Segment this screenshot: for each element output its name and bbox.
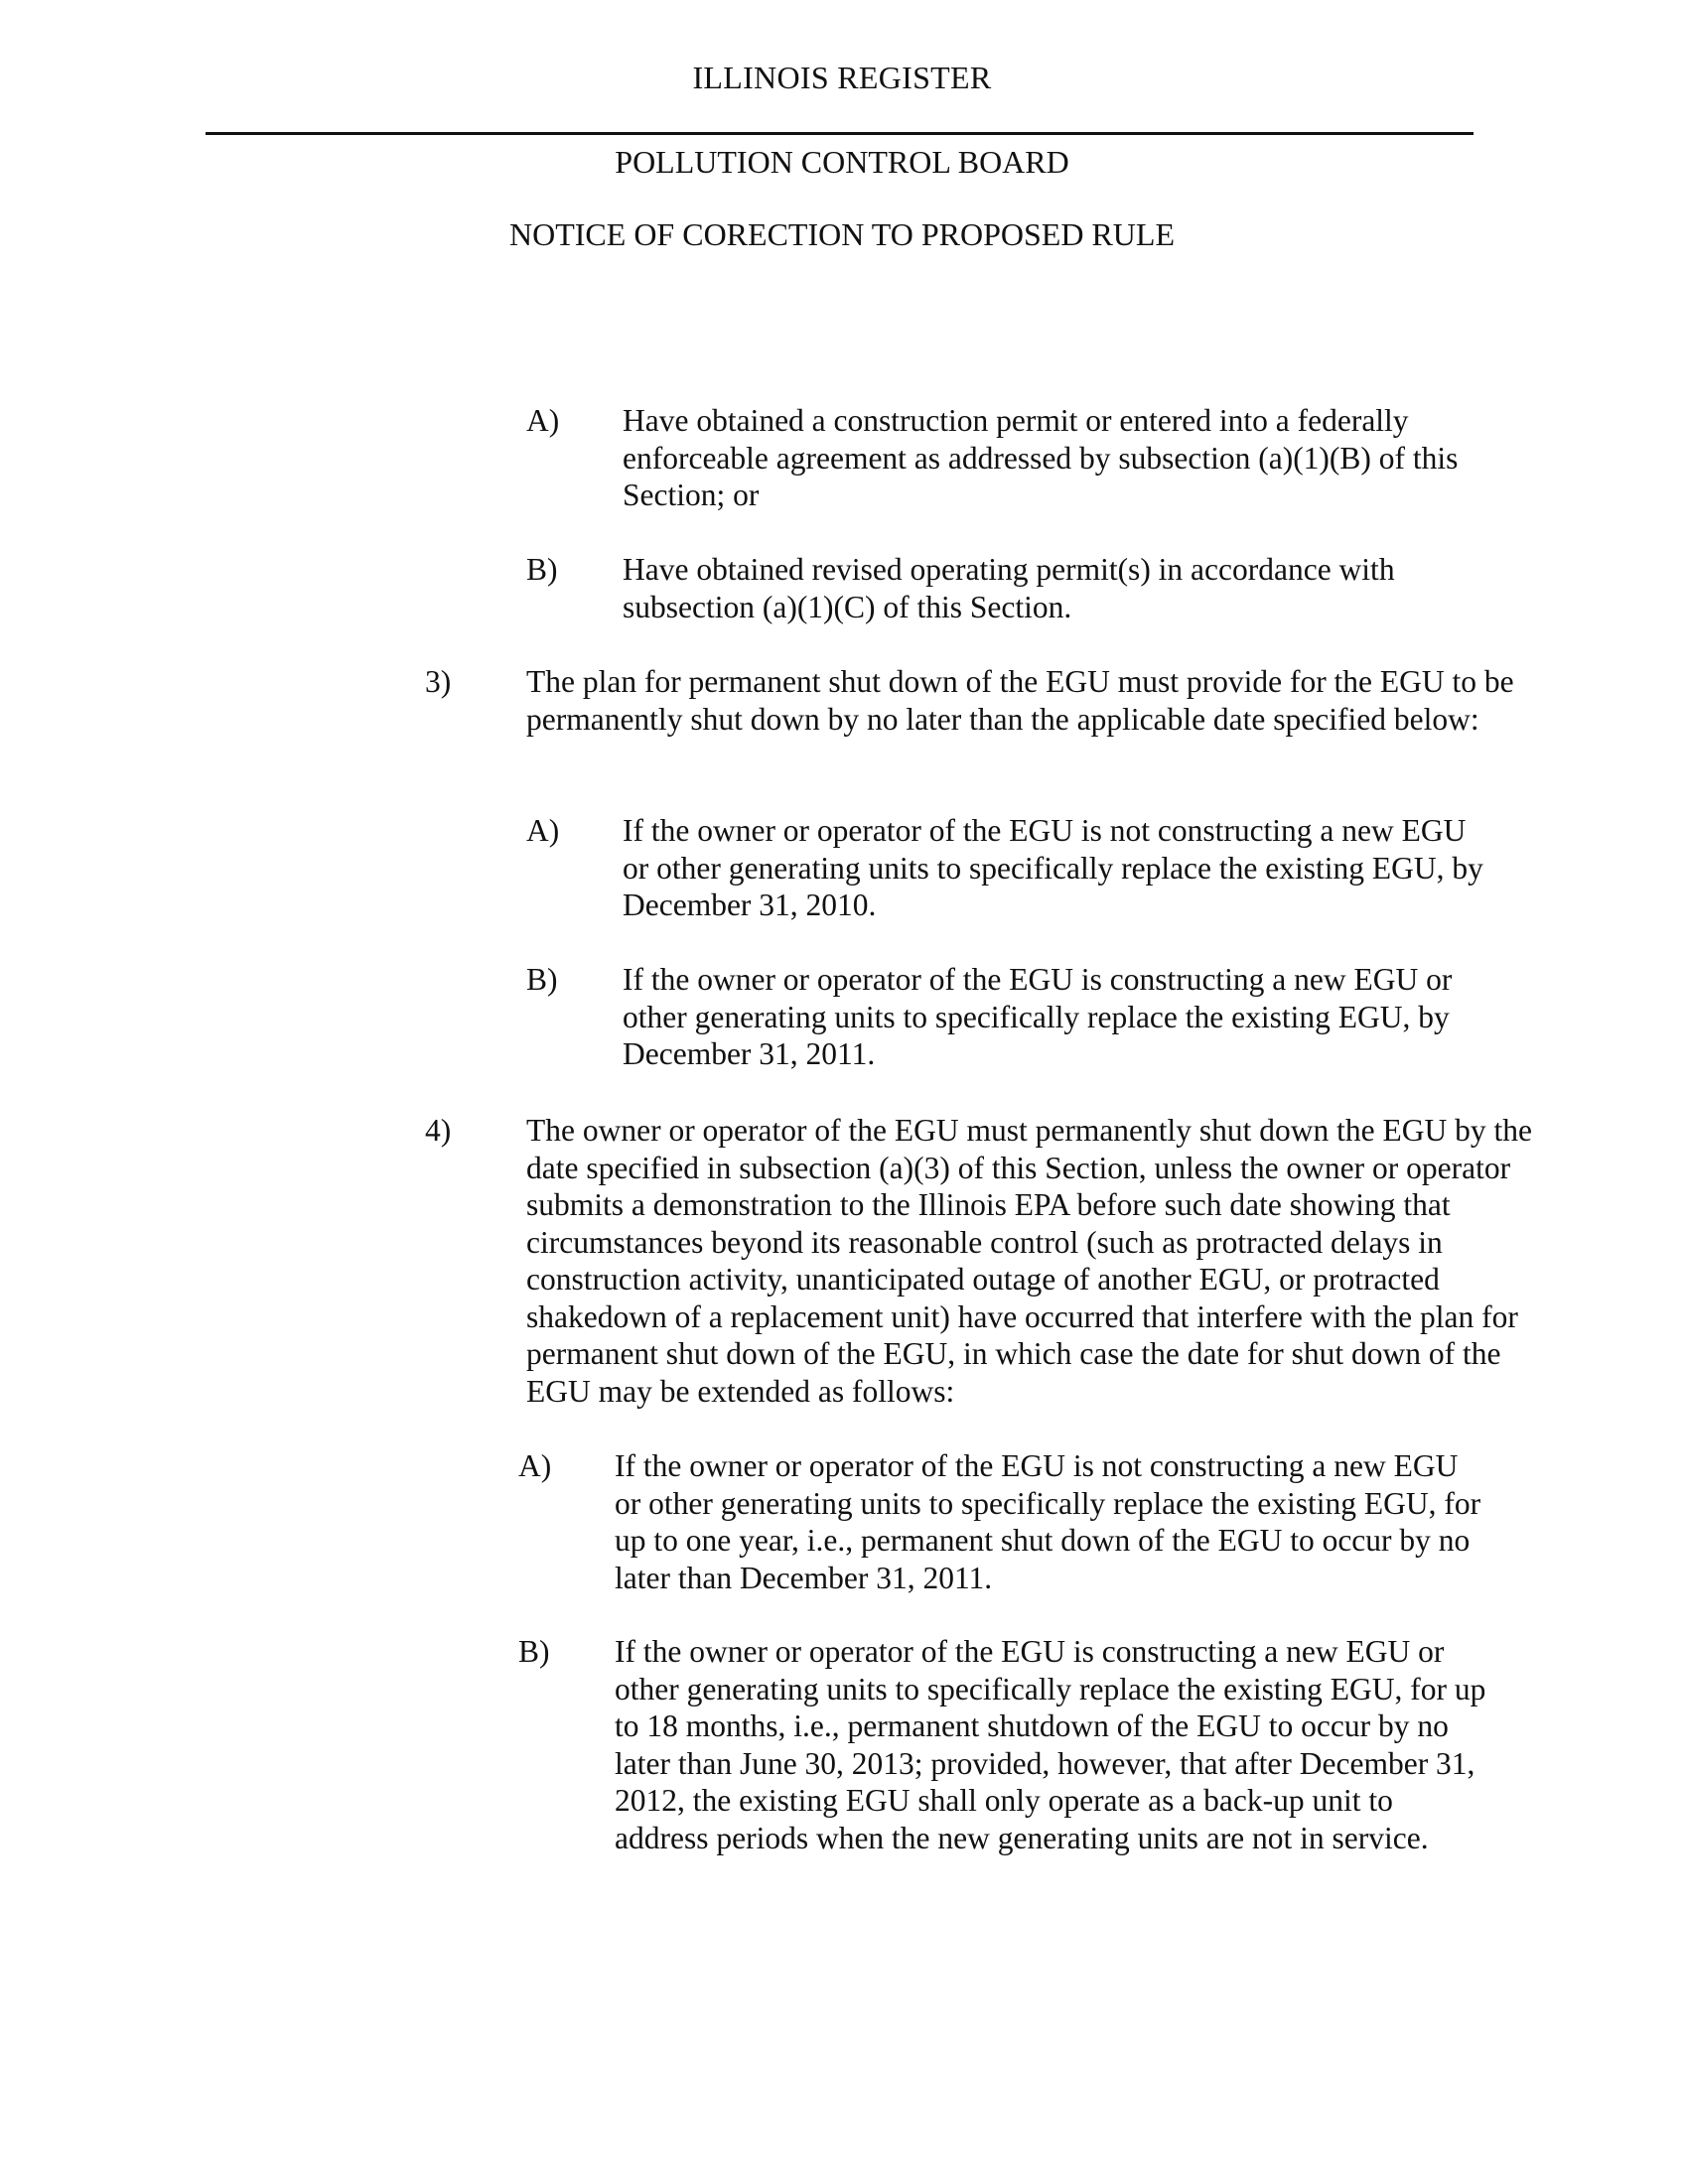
list-item-text: If the owner or operator of the EGU is not constructing a new EGU or other generating units to specifically replace the existing EGU, by December 31, 2010. xyxy=(623,813,1483,922)
list-item-label: 4) xyxy=(425,1113,452,1148)
list-item-label: A) xyxy=(518,1448,552,1483)
numbered-item-3 xyxy=(425,663,1537,777)
list-item xyxy=(526,551,1499,630)
agency-heading: POLLUTION CONTROL BOARD xyxy=(615,144,1069,180)
list-item-label: B) xyxy=(518,1634,550,1669)
list-item-text: Have obtained revised operating permit(s) in accordance with subsection (a)(1)(C) of this Section. xyxy=(623,552,1395,624)
notice-heading: NOTICE OF CORECTION TO PROPOSED RULE xyxy=(509,216,1175,252)
list-item xyxy=(526,812,1499,926)
list-item-text: If the owner or operator of the EGU is constructing a new EGU or other generating units to specifically replace the existing EGU, by December 31, 2011. xyxy=(623,962,1453,1071)
list-item-label: A) xyxy=(526,403,560,438)
list-item-text: If the owner or operator of the EGU is constructing a new EGU or other generating units to specifically replace the existing EGU, for up to 18 months, i.e., permanent shutdown of the EGU to occur by no later than June 30, 2013; provided, however, that after December 31, 2012, the existing EGU shall only operate as a back-up unit to address periods when the new generating units are not in service. xyxy=(615,1634,1486,1855)
list-item xyxy=(526,402,1499,516)
list-item-label: B) xyxy=(526,552,558,587)
list-item-text: Have obtained a construction permit or entered into a federally enforceable agreement as addressed by subsection (a)(1)(B) of this Section; or xyxy=(623,403,1459,512)
list-item-label: B) xyxy=(526,962,558,997)
header-divider xyxy=(206,132,1474,135)
list-item-label: 3) xyxy=(425,664,452,699)
numbered-item-4 xyxy=(425,1112,1537,1420)
list-item-text: The owner or operator of the EGU must permanently shut down the EGU by the date specified in subsection (a)(3) of this Section, unless the owner or operator submits a demonstration to the Illinois EPA before such date showing that circumstances beyond its reasonable control (such as protracted delays in construction activity, unanticipated outage of another EGU, or protracted shakedown of a replacement unit) have occurred that interfere with the plan for permanent shut down of the EGU, in which case the date for shut down of the EGU may be extended as follows: xyxy=(526,1113,1532,1409)
register-title: ILLINOIS REGISTER xyxy=(692,60,992,95)
list-item xyxy=(518,1447,1491,1601)
list-item xyxy=(518,1633,1491,1896)
list-item-label: A) xyxy=(526,813,560,848)
list-item-text: The plan for permanent shut down of the EGU must provide for the EGU to be permanently shut down by no later than the applicable date specified below: xyxy=(526,664,1514,737)
list-item-text: If the owner or operator of the EGU is not constructing a new EGU or other generating units to specifically replace the existing EGU, for up to one year, i.e., permanent shut down of the EGU to occur by no later than December 31, 2011. xyxy=(615,1448,1481,1595)
list-item xyxy=(526,961,1499,1075)
